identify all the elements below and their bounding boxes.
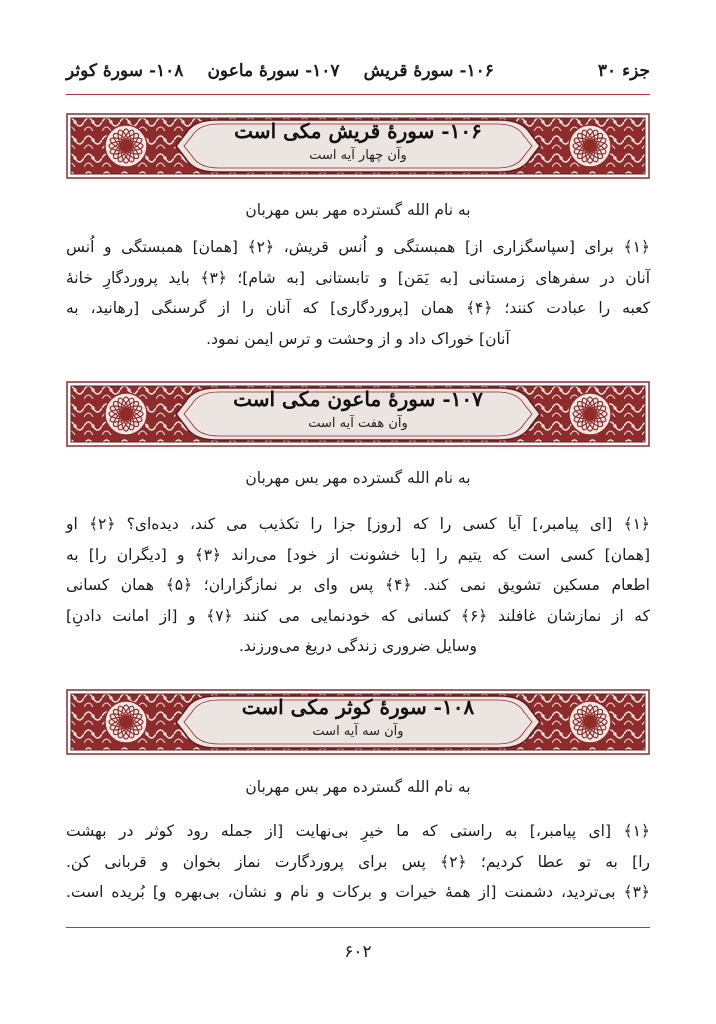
surah-title: ۱۰۶- سورهٔ قریش مکی است	[234, 119, 482, 143]
header-surah-ref: ۱۰۸- سورهٔ کوثر	[66, 61, 184, 81]
text-line: آنان در سفرهای زمستانی [به یَمَن] و تابستانی [به شام]؛ ﴿۳﴾ باید پروردگارِ خانهٔ	[66, 268, 650, 287]
text-line: ﴿۱﴾ [ای پیامبر،] آیا کسی را که [روز] جزا را تکذیب می کند، دیده‌ای؟ ﴿۲﴾ او	[66, 515, 650, 533]
page-header	[66, 56, 650, 86]
text-line: ﴿۳﴾ بی‌تردید، دشمنت [از همهٔ خیرات و برکات و نام و نشان، بی‌بهره و] بُریده است.	[66, 883, 650, 901]
surah-banner	[66, 689, 650, 755]
juz-label: جزء ۳۰	[597, 61, 650, 81]
bismillah: به نام الله گسترده مهر بس مهربان	[245, 469, 471, 487]
text-line: ﴿۱﴾ [ای پیامبر،] به راستی که ما خیرِ بی‌نهایت [از جمله رود کوثر در بهشت	[66, 822, 650, 840]
text-line: که از نمازشان غافلند ﴿۶﴾ کسانی که خودنمایی می کنند ﴿۷﴾ و [از امانت دادنِ]	[66, 606, 650, 625]
surah-title: ۱۰۷- سورهٔ ماعون مکی است	[233, 387, 483, 411]
text-line: ﴿۱﴾ برای [سپاسگزاری از] همبستگی و اُنس قریش، ﴿۲﴾ [همان] همبستگی و اُنس	[66, 238, 650, 256]
surah-text	[66, 509, 650, 662]
header-rule	[66, 94, 650, 95]
surah-subtitle: وآن چهار آیه است	[309, 148, 407, 163]
footer-rule	[66, 927, 650, 928]
text-line: کعبه را عبادت کنند؛ ﴿۴﴾ همان [پروردگاری] که آنان را از گرسنگی [رهانید، به	[66, 299, 650, 317]
surah-banner	[66, 381, 650, 447]
text-line: آنان] خوراک داد و از وحشت و ترس ایمن نمود.	[206, 329, 510, 348]
text-line: را] به تو عطا کردیم؛ ﴿۲﴾ پس برای پروردگارت نماز بخوان و قربانی کن.	[66, 852, 651, 871]
text-line: [همان] کسی است که یتیم را [با خشونت از خود] می‌راند ﴿۳﴾ و [دیگران را] به	[66, 545, 650, 564]
surah-text	[66, 816, 650, 908]
surah-title: ۱۰۸- سورهٔ کوثر مکی است	[241, 695, 475, 719]
bismillah: به نام الله گسترده مهر بس مهربان	[245, 201, 471, 219]
header-surah-ref: ۱۰۶- سورهٔ قریش	[363, 61, 494, 81]
page-number: ۶۰۲	[344, 942, 372, 962]
surah-subtitle: وآن هفت آیه است	[308, 416, 408, 431]
surah-subtitle: وآن سه آیه است	[312, 724, 404, 739]
header-surah-list	[66, 61, 494, 81]
text-line: اطعام مسکین تشویق نمی کند. ﴿۴﴾ پس وای بر نمازگزاران؛ ﴿۵﴾ همان کسانی	[66, 576, 650, 594]
surah-text	[66, 232, 650, 354]
text-line: وسایل ضروری زندگی دریغ می‌ورزند.	[238, 637, 477, 655]
header-surah-ref: ۱۰۷- سورهٔ ماعون	[207, 61, 340, 81]
bismillah: به نام الله گسترده مهر بس مهربان	[245, 778, 471, 796]
surah-banner	[66, 113, 650, 179]
